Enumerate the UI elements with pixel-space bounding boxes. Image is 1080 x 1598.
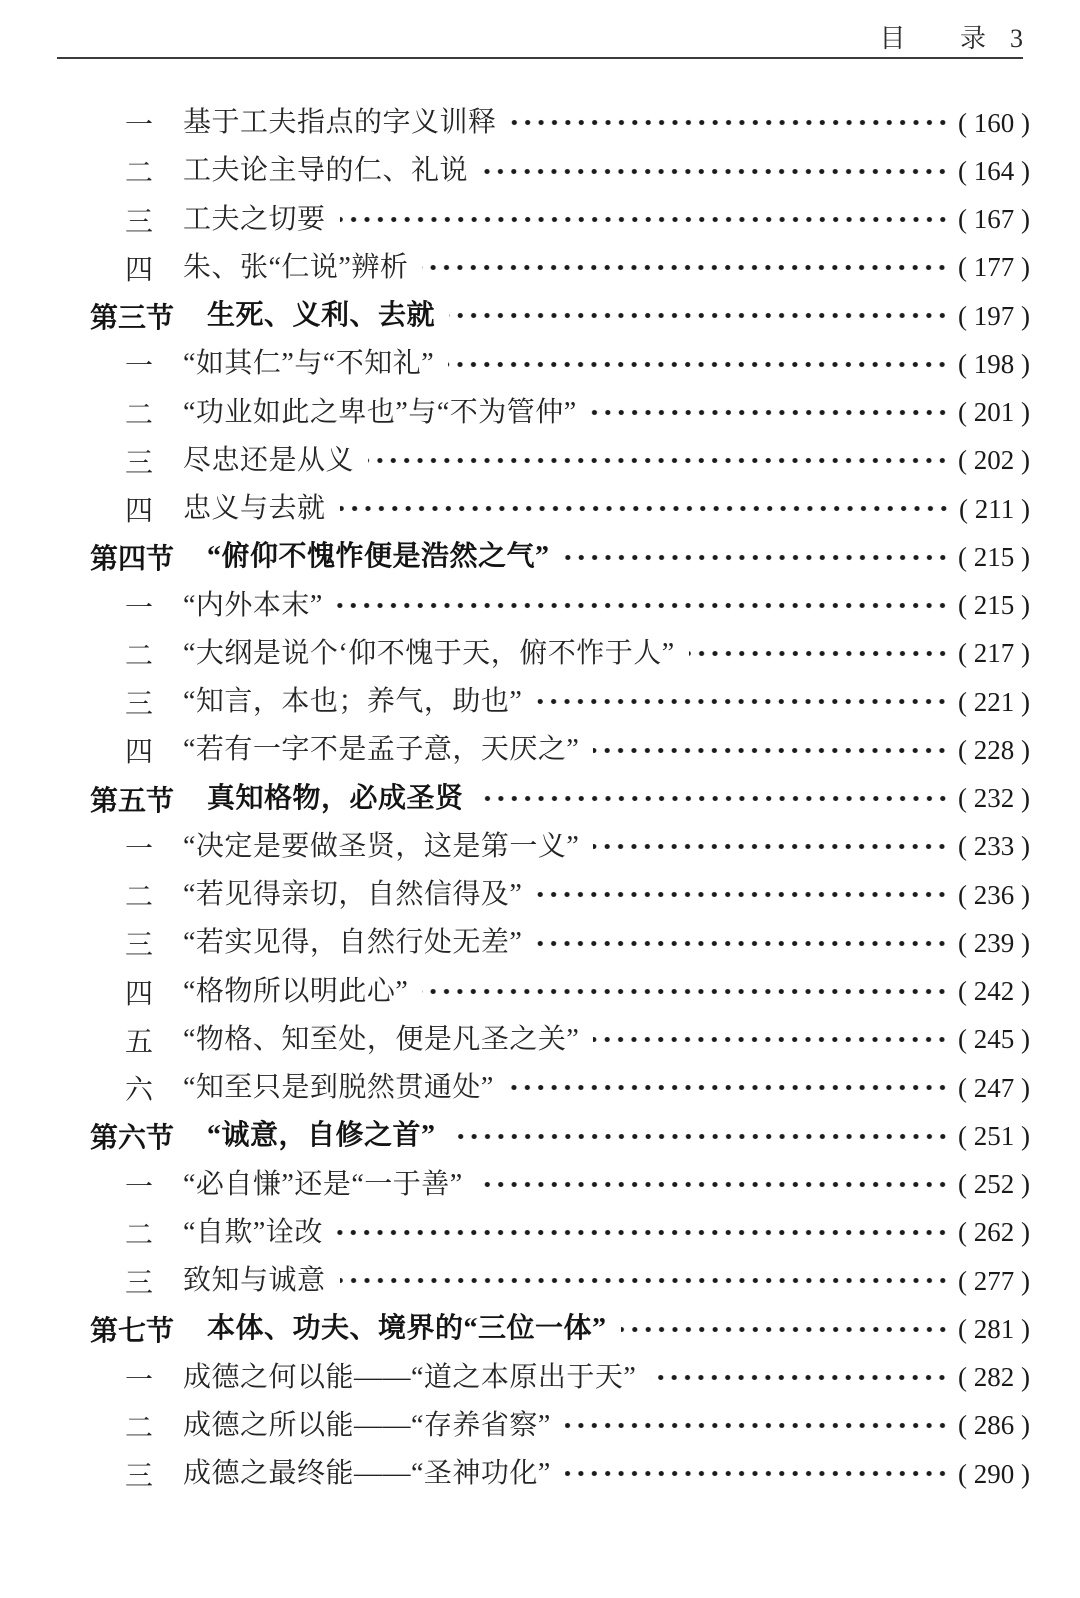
entry-title: “格物所以明此心” bbox=[183, 975, 409, 1007]
dot-leader bbox=[508, 1064, 949, 1112]
entry-title: 生死、义利、去就 bbox=[207, 300, 436, 332]
entry-number: 第四节 bbox=[90, 544, 175, 576]
dot-leader bbox=[565, 1450, 949, 1498]
entry-title: “决定是要做圣贤，这是第一义” bbox=[183, 830, 580, 862]
toc-entry bbox=[0, 1354, 1080, 1402]
entry-page-number: ( 282 ) bbox=[958, 1362, 1030, 1393]
dot-leader bbox=[536, 871, 949, 919]
dot-leader bbox=[593, 823, 949, 871]
entry-page-number: ( 164 ) bbox=[958, 155, 1030, 186]
entry-number: 三 bbox=[125, 930, 154, 962]
entry-title: “内外本末” bbox=[183, 589, 323, 621]
entry-number: 一 bbox=[125, 1171, 154, 1203]
entry-page-number: ( 201 ) bbox=[958, 397, 1030, 428]
entry-title: “如其仁”与“不知礼” bbox=[183, 348, 435, 380]
dot-leader bbox=[564, 533, 949, 581]
dot-leader bbox=[511, 99, 950, 147]
entry-page-number: ( 251 ) bbox=[958, 1120, 1030, 1151]
entry-number: 四 bbox=[125, 496, 154, 528]
header-page-number: 3 bbox=[1010, 24, 1023, 53]
entry-title: “若见得亲切，自然信得及” bbox=[183, 879, 523, 911]
entry-number: 三 bbox=[125, 1268, 154, 1300]
toc-entry bbox=[0, 1112, 1080, 1160]
entry-title: “诚意，自修之首” bbox=[207, 1120, 436, 1152]
entry-title: “知至只是到脱然贯通处” bbox=[183, 1072, 494, 1104]
entry-title: “知言，本也；养气，助也” bbox=[183, 686, 523, 718]
toc-entry bbox=[0, 1016, 1080, 1064]
entry-title: 尽忠还是从义 bbox=[183, 444, 355, 476]
entry-number: 一 bbox=[125, 592, 154, 624]
dot-leader bbox=[340, 485, 951, 533]
entry-number: 四 bbox=[125, 737, 154, 769]
dot-leader bbox=[565, 1402, 949, 1450]
entry-page-number: ( 247 ) bbox=[958, 1072, 1030, 1103]
entry-page-number: ( 277 ) bbox=[958, 1265, 1030, 1296]
dot-leader bbox=[448, 340, 949, 388]
entry-number: 第三节 bbox=[90, 303, 175, 335]
toc-entry bbox=[0, 389, 1080, 437]
entry-number: 一 bbox=[125, 110, 154, 142]
dot-leader bbox=[337, 582, 949, 630]
toc-entry bbox=[0, 582, 1080, 630]
entry-title: 忠义与去就 bbox=[183, 493, 326, 525]
entry-title: “若有一字不是孟子意，天厌之” bbox=[183, 734, 580, 766]
entry-page-number: ( 233 ) bbox=[958, 831, 1030, 862]
entry-title: “功业如此之卑也”与“不为管仲” bbox=[183, 396, 577, 428]
entry-number: 二 bbox=[125, 882, 154, 914]
entry-page-number: ( 242 ) bbox=[958, 976, 1030, 1007]
entry-title: 成德之最终能——“圣神功化” bbox=[183, 1458, 551, 1490]
entry-title: 成德之何以能——“道之本原出于天” bbox=[183, 1361, 637, 1393]
entry-page-number: ( 221 ) bbox=[958, 686, 1030, 717]
entry-title: 工夫之切要 bbox=[183, 203, 326, 235]
entry-page-number: ( 232 ) bbox=[958, 783, 1030, 814]
toc-entry bbox=[0, 437, 1080, 485]
toc-entry bbox=[0, 1064, 1080, 1112]
dot-leader bbox=[621, 1305, 949, 1353]
toc-entry bbox=[0, 919, 1080, 967]
entry-title: 工夫论主导的仁、礼说 bbox=[183, 155, 469, 187]
toc-entry bbox=[0, 823, 1080, 871]
toc-entry bbox=[0, 196, 1080, 244]
entry-page-number: ( 239 ) bbox=[958, 927, 1030, 958]
dot-leader bbox=[482, 147, 949, 195]
toc-list bbox=[0, 59, 1080, 1498]
entry-number: 二 bbox=[125, 1412, 154, 1444]
dot-leader bbox=[450, 1112, 949, 1160]
entry-title: 真知格物，必成圣贤 bbox=[207, 782, 464, 814]
entry-number: 四 bbox=[125, 978, 154, 1010]
entry-number: 第七节 bbox=[90, 1316, 175, 1348]
entry-page-number: ( 236 ) bbox=[958, 879, 1030, 910]
dot-leader bbox=[593, 1016, 949, 1064]
entry-page-number: ( 197 ) bbox=[958, 300, 1030, 331]
entry-number: 二 bbox=[125, 399, 154, 431]
dot-leader bbox=[536, 919, 949, 967]
entry-number: 第五节 bbox=[90, 785, 175, 817]
toc-entry bbox=[0, 775, 1080, 823]
toc-entry bbox=[0, 1209, 1080, 1257]
entry-title: “俯仰不愧怍便是浩然之气” bbox=[207, 541, 550, 573]
toc-entry bbox=[0, 1305, 1080, 1353]
entry-page-number: ( 286 ) bbox=[958, 1410, 1030, 1441]
entry-page-number: ( 228 ) bbox=[958, 734, 1030, 765]
entry-number: 六 bbox=[125, 1075, 154, 1107]
toc-entry bbox=[0, 147, 1080, 195]
toc-entry bbox=[0, 485, 1080, 533]
dot-leader bbox=[449, 292, 949, 340]
entry-page-number: ( 215 ) bbox=[958, 541, 1030, 572]
toc-entry bbox=[0, 99, 1080, 147]
entry-page-number: ( 167 ) bbox=[958, 204, 1030, 235]
entry-page-number: ( 281 ) bbox=[958, 1313, 1030, 1344]
toc-entry bbox=[0, 968, 1080, 1016]
dot-leader bbox=[477, 1161, 949, 1209]
entry-title: 基于工夫指点的字义训释 bbox=[183, 107, 497, 139]
entry-title: “必自慊”还是“一于善” bbox=[183, 1168, 463, 1200]
entry-number: 一 bbox=[125, 833, 154, 865]
dot-leader bbox=[340, 196, 950, 244]
entry-number: 四 bbox=[125, 254, 154, 286]
entry-number: 一 bbox=[125, 1364, 154, 1396]
entry-number: 二 bbox=[125, 640, 154, 672]
toc-entry bbox=[0, 533, 1080, 581]
toc-entry bbox=[0, 1161, 1080, 1209]
dot-leader bbox=[536, 678, 949, 726]
dot-leader bbox=[591, 389, 949, 437]
dot-leader bbox=[337, 1209, 949, 1257]
entry-title: “物格、知至处，便是凡圣之关” bbox=[183, 1023, 580, 1055]
entry-title: 成德之所以能——“存养省察” bbox=[183, 1409, 551, 1441]
entry-title: 致知与诚意 bbox=[183, 1265, 326, 1297]
entry-page-number: ( 215 ) bbox=[958, 590, 1030, 621]
toc-entry bbox=[0, 340, 1080, 388]
toc-entry bbox=[0, 1257, 1080, 1305]
entry-number: 第六节 bbox=[90, 1123, 175, 1155]
dot-leader bbox=[478, 775, 949, 823]
toc-entry bbox=[0, 244, 1080, 292]
dot-leader bbox=[368, 437, 949, 485]
entry-number: 三 bbox=[125, 447, 154, 479]
header-title: 目 录 bbox=[879, 24, 986, 53]
entry-page-number: ( 160 ) bbox=[958, 107, 1030, 138]
entry-page-number: ( 211 ) bbox=[959, 493, 1030, 524]
entry-number: 三 bbox=[125, 206, 154, 238]
entry-page-number: ( 262 ) bbox=[958, 1217, 1030, 1248]
entry-number: 三 bbox=[125, 689, 154, 721]
page-header bbox=[57, 0, 1023, 59]
entry-number: 二 bbox=[125, 1219, 154, 1251]
dot-leader bbox=[422, 968, 949, 1016]
entry-page-number: ( 177 ) bbox=[958, 252, 1030, 283]
dot-leader bbox=[593, 726, 949, 774]
entry-title: 朱、张“仁说”辨析 bbox=[183, 251, 409, 283]
entry-page-number: ( 202 ) bbox=[958, 445, 1030, 476]
dot-leader bbox=[422, 244, 949, 292]
toc-entry bbox=[0, 292, 1080, 340]
dot-leader bbox=[689, 630, 949, 678]
entry-page-number: ( 245 ) bbox=[958, 1024, 1030, 1055]
toc-entry bbox=[0, 1402, 1080, 1450]
toc-entry bbox=[0, 1450, 1080, 1498]
toc-entry bbox=[0, 871, 1080, 919]
entry-title: 本体、功夫、境界的“三位一体” bbox=[207, 1313, 607, 1345]
dot-leader bbox=[340, 1257, 950, 1305]
entry-number: 五 bbox=[125, 1026, 154, 1058]
entry-page-number: ( 252 ) bbox=[958, 1169, 1030, 1200]
entry-page-number: ( 198 ) bbox=[958, 348, 1030, 379]
entry-page-number: ( 217 ) bbox=[958, 638, 1030, 669]
entry-title: “若实见得，自然行处无差” bbox=[183, 927, 523, 959]
entry-page-number: ( 290 ) bbox=[958, 1458, 1030, 1489]
toc-entry bbox=[0, 726, 1080, 774]
entry-title: “自欺”诠改 bbox=[183, 1216, 323, 1248]
entry-number: 二 bbox=[125, 158, 154, 190]
toc-entry bbox=[0, 630, 1080, 678]
toc-entry bbox=[0, 678, 1080, 726]
dot-leader bbox=[650, 1354, 949, 1402]
entry-title: “大纲是说个‘仰不愧于天，俯不怍于人” bbox=[183, 637, 675, 669]
entry-number: 三 bbox=[125, 1461, 154, 1493]
entry-number: 一 bbox=[125, 351, 154, 383]
